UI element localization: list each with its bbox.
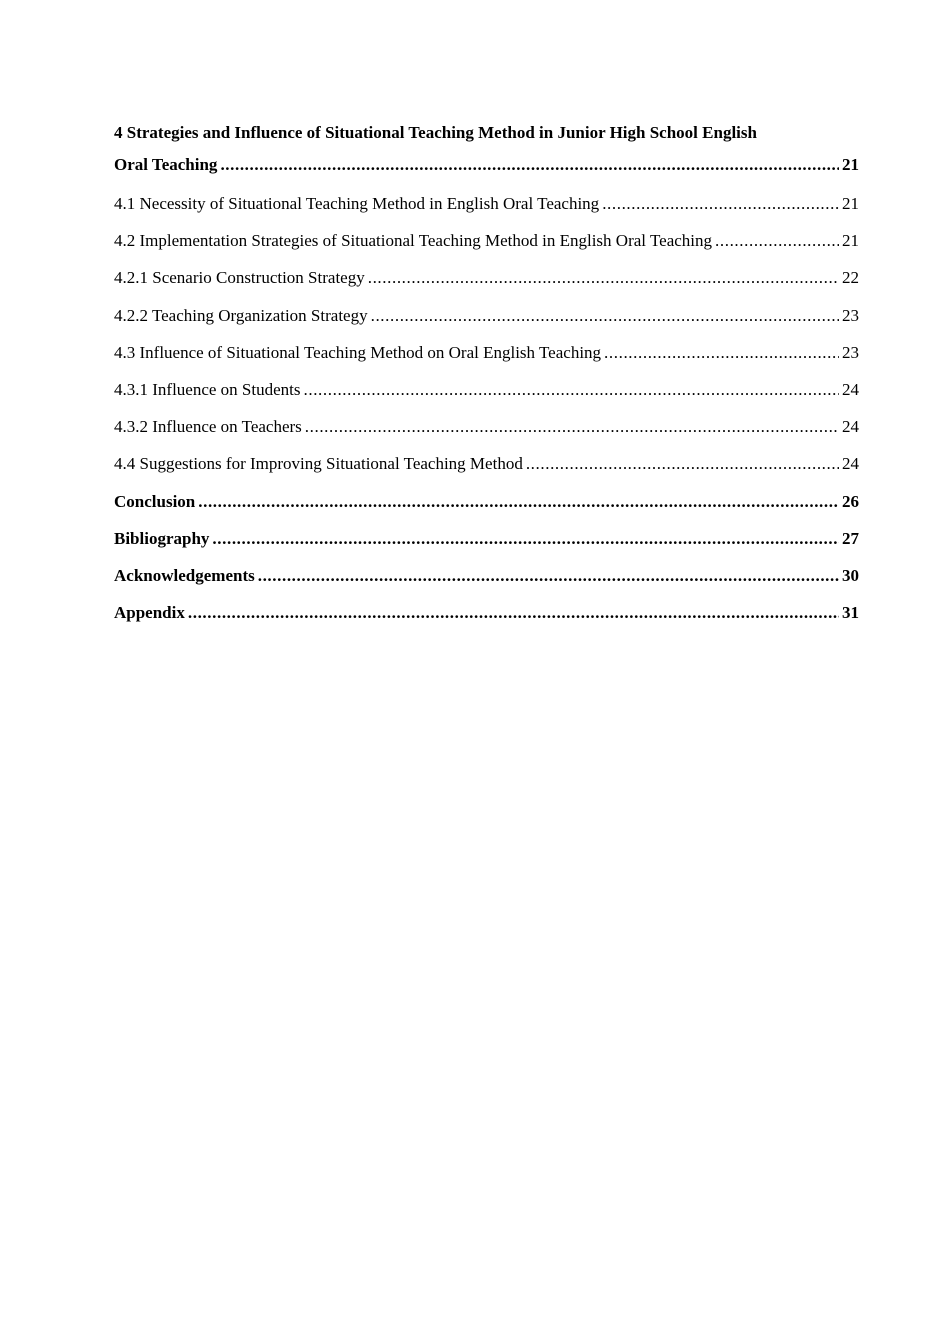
toc-entry-4-3-2[interactable]	[114, 410, 859, 444]
toc-entry-page: 23	[842, 342, 859, 362]
toc-entry-page: 26	[842, 491, 859, 511]
toc-entry-conclusion[interactable]	[114, 485, 859, 519]
toc-entry-title: Appendix	[114, 603, 185, 623]
toc-entry-page: 21	[842, 231, 859, 251]
toc-entry-title-line2: Oral Teaching	[114, 155, 218, 174]
toc-entry-title: Bibliography	[114, 528, 210, 548]
dot-leader	[198, 485, 839, 519]
toc-entry-page: 24	[842, 379, 859, 399]
toc-entry-title: 4.1 Necessity of Situational Teaching Method in English Oral Teaching	[114, 194, 600, 213]
toc-entry-title: 4.3 Influence of Situational Teaching Method on Oral English Teaching	[114, 342, 602, 362]
toc-entry-title-line1: 4 Strategies and Influence of Situational Teaching Method in Junior High School English	[114, 123, 757, 142]
dot-leader	[368, 261, 839, 295]
toc-entry-4-3-1[interactable]	[114, 373, 859, 407]
dot-leader	[604, 336, 839, 370]
toc-entry-page: 31	[842, 603, 859, 623]
dot-leader	[188, 596, 839, 630]
toc-entry-page: 24	[842, 417, 859, 437]
dot-leader	[526, 447, 839, 481]
dot-leader	[258, 559, 839, 593]
toc-entry-acknowledgements[interactable]	[114, 559, 859, 593]
toc-entry-page: 22	[842, 268, 859, 288]
toc-entry-leader	[114, 148, 859, 182]
toc-entry-title: 4.4 Suggestions for Improving Situational Teaching Method	[114, 454, 523, 474]
dot-leader	[305, 410, 839, 444]
toc-entry-page: 23	[842, 305, 859, 325]
toc-entry-page: 27	[842, 528, 859, 548]
dot-leader	[212, 522, 839, 556]
dot-leader	[220, 148, 839, 182]
toc-entry-title: Acknowledgements	[114, 565, 255, 585]
toc-entry-appendix[interactable]	[114, 596, 859, 630]
toc-entry-4-4[interactable]	[114, 447, 859, 481]
toc-entry-4-3[interactable]	[114, 336, 859, 370]
toc-entry-page: 24	[842, 454, 859, 474]
dot-leader	[371, 299, 839, 333]
dot-leader	[602, 187, 839, 221]
table-of-contents	[114, 118, 859, 633]
toc-entry-chapter-4[interactable]	[114, 118, 859, 182]
toc-entry-page: 30	[842, 565, 859, 585]
toc-entry-4-2-2[interactable]	[114, 299, 859, 333]
toc-entry-4-2-1[interactable]	[114, 261, 859, 295]
toc-entry-title: 4.3.2 Influence on Teachers	[114, 417, 302, 437]
toc-entry-page: 21	[842, 155, 859, 174]
toc-entry-4-2[interactable]	[114, 224, 859, 258]
toc-entry-4-1[interactable]	[114, 187, 859, 221]
toc-entry-title: 4.2.2 Teaching Organization Strategy	[114, 305, 368, 325]
toc-entry-title: 4.2 Implementation Strategies of Situational Teaching Method in English Oral Teaching	[114, 231, 713, 251]
toc-entry-page: 21	[842, 194, 859, 213]
dot-leader	[304, 373, 840, 407]
toc-entry-title: 4.3.1 Influence on Students	[114, 379, 301, 399]
toc-entry-title: Conclusion	[114, 491, 196, 511]
dot-leader	[715, 224, 839, 258]
toc-entry-bibliography[interactable]	[114, 522, 859, 556]
toc-entry-title: 4.2.1 Scenario Construction Strategy	[114, 268, 365, 288]
